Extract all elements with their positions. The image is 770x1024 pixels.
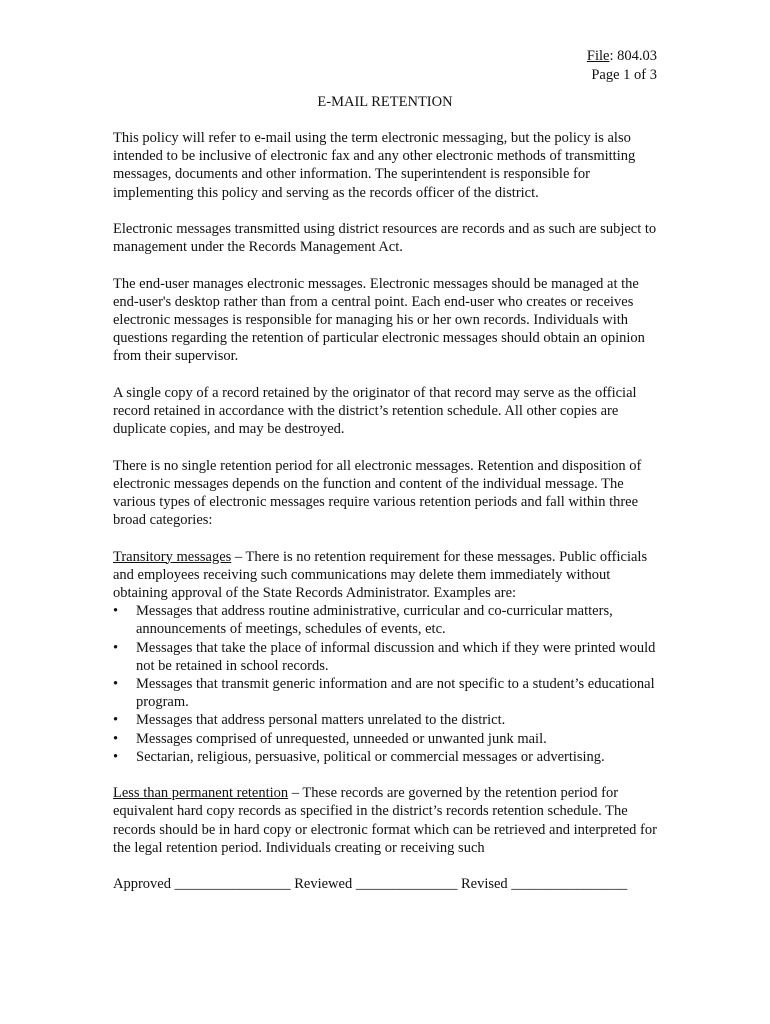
bullet-icon: • — [113, 730, 119, 747]
document-body — [113, 129, 661, 893]
transitory-heading: Transitory messages — [113, 548, 232, 565]
list-item — [113, 711, 661, 729]
paragraph-intro: This policy will refer to e-mail using the term electronic messaging, but the policy is also intended to be inclusive of electronic fax and any other electronic methods of transmitting messages, documents and other information. The superintendent is responsible for implementing this policy and serving as the records officer of the district. — [113, 130, 636, 201]
less-than-permanent-section — [113, 784, 661, 857]
less-than-permanent-heading: Less than permanent retention — [113, 785, 289, 802]
paragraph-single-copy: A single copy of a record retained by the originator of that record may serve as the official record retained in accordance with the district’s retention schedule. All other copies are duplicate copies, and may be destroyed. — [113, 384, 637, 438]
paragraph-end-user: The end-user manages electronic messages. Electronic messages should be managed at the end-user's desktop rather than from a central point. Each end-user who creates or receives electronic messages is responsible for managing his or her own records. Individuals with questions regarding the retention of particular electronic messages should obtain an opinion from their supervisor. — [113, 275, 645, 365]
paragraph-retention-period: There is no single retention period for all electronic messages. Retention and disposition of electronic messages depends on the function and content of the individual message. The various types of electronic messages require various retention periods and fall within three broad categories: — [113, 457, 642, 529]
transitory-bullet-list — [113, 602, 661, 766]
list-item-text: Sectarian, religious, persuasive, political or commercial messages or advertising. — [136, 748, 605, 765]
file-reference — [587, 47, 657, 66]
list-item-text: Messages that address routine administrative, curricular and co-curricular matters, announcements of meetings, schedules of events, etc. — [136, 603, 613, 638]
list-item — [113, 639, 661, 675]
list-item — [113, 730, 661, 748]
signoff-line: Approved ________________ Reviewed ______________ Revised ________________ — [113, 876, 628, 893]
bullet-icon: • — [113, 639, 119, 656]
list-item — [113, 602, 661, 638]
bullet-icon: • — [113, 603, 119, 620]
bullet-icon: • — [113, 748, 119, 765]
paragraph-records-act: Electronic messages transmitted using district resources are records and as such are subject to management under the Records Management Act. — [113, 221, 657, 256]
transitory-section — [113, 548, 661, 766]
list-item-text: Messages that take the place of informal discussion and which if they were printed would not be retained in school records. — [136, 639, 656, 674]
list-item — [113, 748, 661, 766]
bullet-icon: • — [113, 676, 119, 693]
page-number: Page 1 of 3 — [591, 66, 657, 83]
file-header — [587, 47, 657, 84]
list-item-text: Messages comprised of unrequested, unneeded or unwanted junk mail. — [136, 730, 547, 747]
list-item-text: Messages that transmit generic information and are not specific to a student’s educational program. — [136, 676, 655, 711]
file-number: : 804.03 — [609, 48, 657, 64]
less-than-permanent-text: – These records are governed by the retention period for equivalent hard copy records as specified in the district’s records retention schedule. The records should be in hard copy or electronic format which can be retrieved and interpreted for the legal retention period. Individuals creating or receiving such — [113, 785, 657, 856]
transitory-text: – There is no retention requirement for these messages. Public officials and employees receiving such communications may delete them immediately without obtaining approval of the State Records Administrator. Examples are: — [113, 548, 648, 601]
list-item — [113, 675, 661, 711]
file-label: File — [586, 48, 610, 64]
list-item-text: Messages that address personal matters unrelated to the district. — [136, 712, 506, 729]
bullet-icon: • — [113, 712, 119, 729]
document-title: E-MAIL RETENTION — [317, 94, 453, 110]
